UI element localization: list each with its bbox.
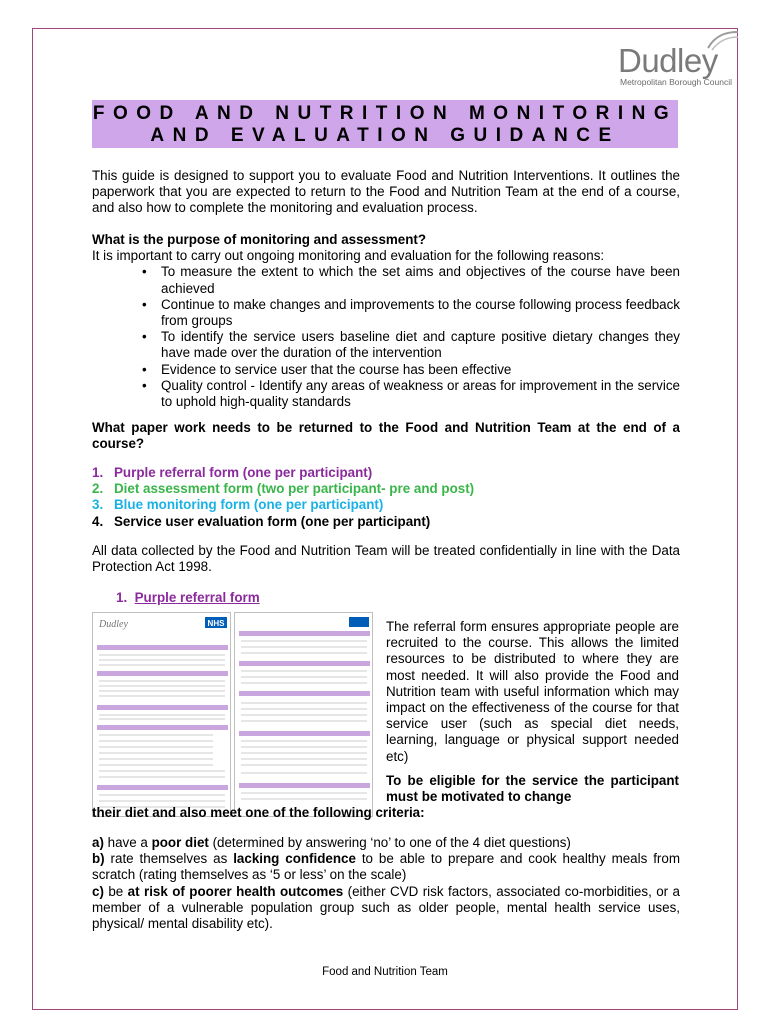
nhs-badge: NHS bbox=[207, 619, 225, 628]
eligibility-part2: their diet and also meet one of the following criteria: bbox=[92, 805, 425, 820]
purpose-lead: It is important to carry out ongoing monitoring and evaluation for the following reasons: bbox=[92, 248, 605, 264]
criterion-b: b) rate themselves as lacking confidence to be able to prepare and cook healthy meals from scratch (rating themselves as ‘5 or less’ on the scale) bbox=[92, 851, 680, 883]
confidentiality-paragraph: All data collected by the Food and Nutrition Team will be treated confidentially in line with the Data Protection Act 1998. bbox=[92, 543, 680, 575]
logo-wordmark: Dudley bbox=[618, 42, 718, 79]
title-line-2: AND EVALUATION GUIDANCE bbox=[150, 125, 620, 146]
referral-form-page-2 bbox=[234, 612, 373, 817]
form-item-monitoring: 3. Blue monitoring form (one per participant) bbox=[92, 497, 384, 513]
purpose-heading: What is the purpose of monitoring and assessment? bbox=[92, 232, 427, 247]
criterion-a: a) have a poor diet (determined by answering ‘no’ to one of the 4 diet questions) bbox=[92, 835, 571, 850]
intro-paragraph: This guide is designed to support you to evaluate Food and Nutrition Interventions. It outlines the paperwork that you are expected to return to the Food and Nutrition Team at the end of a course, and also how to complete the monitoring and evaluation process. bbox=[92, 168, 680, 216]
title-banner bbox=[92, 100, 678, 148]
forms-list bbox=[92, 465, 680, 530]
criteria-list bbox=[92, 835, 680, 932]
svg-text:Dudley: Dudley bbox=[99, 619, 128, 630]
referral-subheading: 1. Purple referral form bbox=[116, 590, 260, 605]
paperwork-heading: What paper work needs to be returned to the Food and Nutrition Team at the end of a course? bbox=[92, 420, 680, 452]
criterion-c: c) be at risk of poorer health outcomes (either CVD risk factors, associated co-morbidities, or a member of a vulnerable population group such as older people, mental health service uses, physical/ mental disability etc). bbox=[92, 883, 680, 932]
form-item-referral: 1. Purple referral form (one per participant) bbox=[92, 465, 373, 480]
purpose-item: • Continue to make changes and improvements to the course following process feedback from groups bbox=[92, 297, 680, 329]
referral-description: The referral form ensures appropriate people are recruited to the course. This allows the limited resources to be distributed to where they are most needed. It will also provide the Food and Nutrition team with useful information which may impact on the effectiveness of the course for that service user (such as special diet needs, learning, language or physical support needed etc) bbox=[386, 619, 679, 764]
page-footer: Food and Nutrition Team bbox=[322, 966, 448, 978]
purpose-list bbox=[92, 264, 680, 410]
form-item-evaluation: 4. Service user evaluation form (one per participant) bbox=[92, 513, 431, 529]
purpose-item: • To measure the extent to which the set aims and objectives of the course have been achieved bbox=[92, 264, 680, 296]
purpose-item: • Evidence to service user that the course has been effective bbox=[92, 362, 680, 378]
logo-subtitle: Metropolitan Borough Council bbox=[620, 77, 732, 87]
purpose-item: • To identify the service users baseline diet and capture positive dietary changes they have made over the duration of the intervention bbox=[92, 329, 680, 361]
referral-form-page-1 bbox=[92, 612, 231, 817]
form-item-diet-assessment: 2. Diet assessment form (two per participant- pre and post) bbox=[92, 481, 475, 497]
purpose-item: • Quality control - Identify any areas of weakness or areas for improvement in the service to uphold high-quality standards bbox=[92, 378, 680, 410]
eligibility-part1: To be eligible for the service the participant must be motivated to change bbox=[386, 773, 679, 805]
title-line-1: FOOD AND NUTRITION MONITORING bbox=[92, 103, 678, 124]
dudley-logo bbox=[588, 30, 738, 85]
referral-form-thumbnail bbox=[92, 612, 374, 817]
purpose-section bbox=[92, 232, 680, 410]
